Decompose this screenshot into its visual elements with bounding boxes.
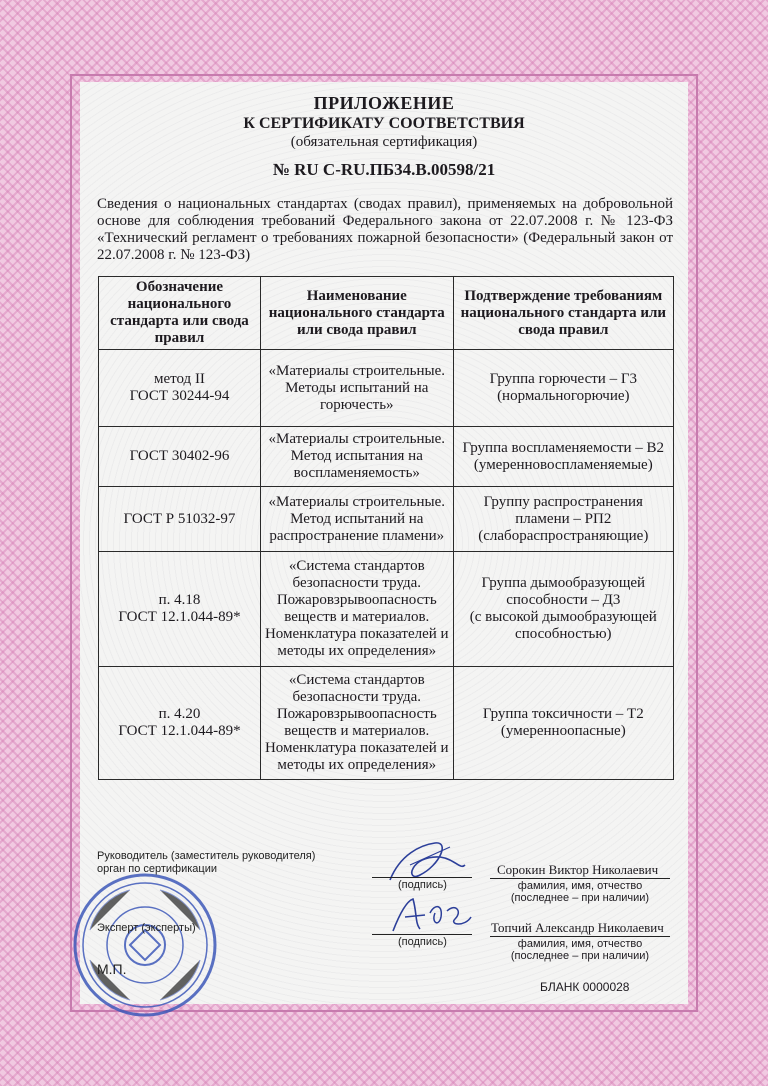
standards-table <box>98 276 674 780</box>
head-signature-label: Руководитель (заместитель руководителя) орган по сертификации <box>97 850 316 875</box>
table-row <box>99 487 674 552</box>
stamp-place-label: М.П. <box>97 961 127 977</box>
cell-confirmation: Группа воспламеняемости – В2 (умеренновоспламеняемые) <box>453 427 673 487</box>
expert-name-line <box>490 936 670 937</box>
expert-signature-icon <box>385 893 475 938</box>
intro-paragraph: Сведения о национальных стандартах (сводах правил), применяемых на добровольной основе для соблюдения требований Федерального закона от 22.07.2008 г. № 123-ФЗ «Технический регламент о требованиях пожарной безопасности» (Федеральный закон от 22.07.2008 г. № 123-ФЗ) <box>97 196 673 263</box>
expert-sign-caption: (подпись) <box>398 936 447 948</box>
column-header-designation: Обозначение национального стандарта или свода правил <box>99 277 261 350</box>
expert-signature-line <box>372 934 472 935</box>
table-header-row <box>99 277 674 350</box>
cell-name: «Материалы строительные. Метод испытания на воспламеняемость» <box>260 427 453 487</box>
blank-number: БЛАНК 0000028 <box>540 980 630 994</box>
table-row <box>99 350 674 427</box>
cell-confirmation: Группа дымообразующей способности – Д3 (с высокой дымообразующей способностью) <box>453 552 673 667</box>
head-name: Сорокин Виктор Николаевич <box>497 862 659 877</box>
document-subtitle: К СЕРТИФИКАТУ СООТВЕТСТВИЯ <box>243 115 525 132</box>
table-row <box>99 427 674 487</box>
cell-designation: п. 4.20 ГОСТ 12.1.044-89* <box>99 667 261 780</box>
cell-designation: ГОСТ 30402-96 <box>99 427 261 487</box>
table-row <box>99 667 674 780</box>
column-header-confirmation: Подтверждение требованиям национального стандарта или свода правил <box>453 277 673 350</box>
head-name-line <box>490 878 670 879</box>
cell-designation: п. 4.18 ГОСТ 12.1.044-89* <box>99 552 261 667</box>
expert-name: Топчий Александр Николаевич <box>491 920 664 935</box>
cell-confirmation: Группа токсичности – Т2 (умеренноопасные) <box>453 667 673 780</box>
organization-seal <box>70 870 220 1020</box>
expert-signature-label: Эксперт (эксперты) <box>97 922 196 934</box>
head-name-caption: фамилия, имя, отчество (последнее – при наличии) <box>510 880 650 904</box>
cell-name: «Материалы строительные. Метод испытаний на распространение пламени» <box>260 487 453 552</box>
document-title: ПРИЛОЖЕНИЕ <box>313 93 455 113</box>
cell-designation: метод II ГОСТ 30244-94 <box>99 350 261 427</box>
cell-confirmation: Группу распространения пламени – РП2 (слабораспространяющие) <box>453 487 673 552</box>
cell-name: «Материалы строительные. Методы испытаний на горючесть» <box>260 350 453 427</box>
head-signature-line <box>372 877 472 878</box>
expert-name-caption: фамилия, имя, отчество (последнее – при наличии) <box>510 938 650 962</box>
certificate-number: № RU C-RU.ПБ34.В.00598/21 <box>272 160 496 179</box>
cell-designation: ГОСТ Р 51032-97 <box>99 487 261 552</box>
column-header-name: Наименование национального стандарта или свода правил <box>260 277 453 350</box>
cell-confirmation: Группа горючести – Г3 (нормальногорючие) <box>453 350 673 427</box>
table-row <box>99 552 674 667</box>
cell-name: «Система стандартов безопасности труда. Пожаровзрывоопасность веществ и материалов. Номенклатура показателей и методы их определения» <box>260 552 453 667</box>
cell-name: «Система стандартов безопасности труда. Пожаровзрывоопасность веществ и материалов. Номенклатура показателей и методы их определения» <box>260 667 453 780</box>
certification-type: (обязательная сертификация) <box>290 134 478 150</box>
head-sign-caption: (подпись) <box>398 879 447 891</box>
